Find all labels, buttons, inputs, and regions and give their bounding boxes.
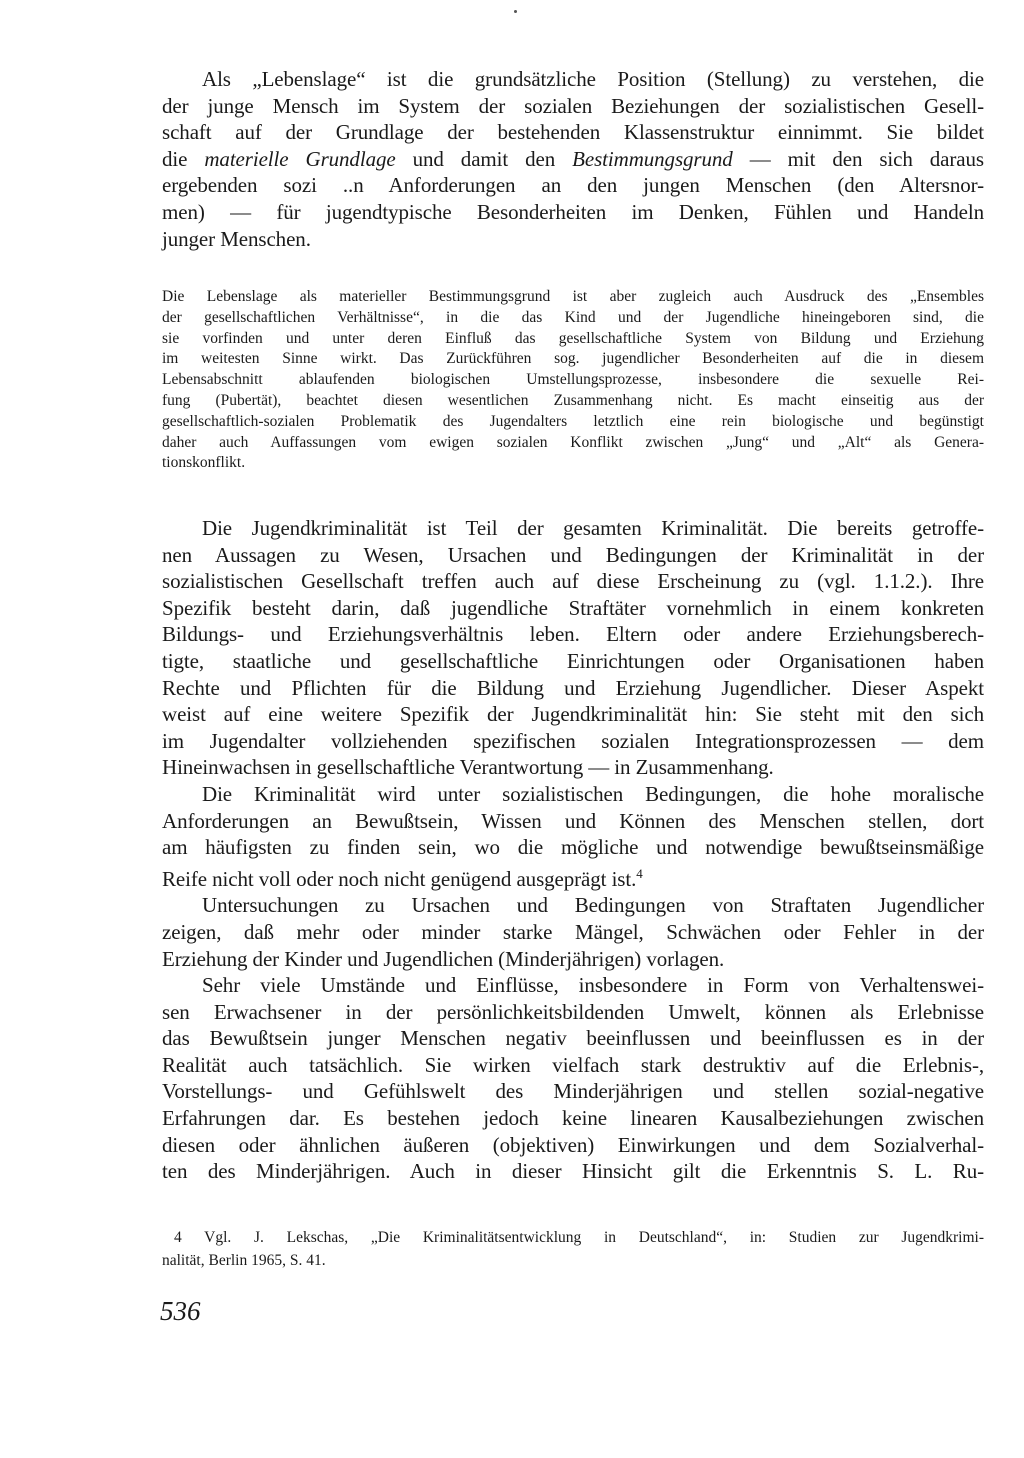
text-line: Spezifik besteht darin, daß jugendliche Straftäter vornehmlich in einem konkreten bbox=[162, 595, 984, 620]
text-line: ergebenden sozi ..n Anforderungen an den jungen Menschen (den Altersnor- bbox=[162, 173, 984, 198]
main-text-continued bbox=[162, 515, 984, 1185]
text-line: Erziehung der Kinder und Jugendlichen (Minderjährigen) vorlagen. bbox=[162, 946, 725, 971]
text-run: — mit den sich daraus bbox=[732, 146, 984, 171]
text-line: Die Lebenslage als materieller Bestimmungsgrund ist aber zugleich auch Ausdruck des „Ensembles bbox=[162, 288, 984, 305]
text-line: im weitesten Sinne wirkt. Das Zurückführen sog. jugendlicher Besonderheiten auf die in diesem bbox=[162, 350, 984, 368]
text-line: daher auch Auffassungen vom ewigen sozialen Konflikt zwischen „Jung“ und „Alt“ als Genera- bbox=[162, 433, 984, 451]
text-line bbox=[162, 861, 984, 893]
text-line: schaft auf der Grundlage der bestehenden Klassenstruktur einnimmt. Sie bildet bbox=[162, 120, 984, 145]
text-line: Lebensabschnitt ablaufenden biologischen Umstellungsprozesse, insbesondere die sexuelle Rei- bbox=[162, 371, 984, 389]
scan-speck bbox=[514, 10, 517, 13]
text-line: im Jugendalter vollziehenden spezifischen sozialen Integrationsprozessen — dem bbox=[162, 728, 984, 753]
text-line: das Bewußtsein junger Menschen negativ beeinflussen und beeinflussen es in der bbox=[162, 1026, 984, 1051]
paragraph-untersuchungen bbox=[162, 892, 984, 972]
text-line: Bildungs- und Erziehungsverhältnis leben. Eltern oder andere Erziehungsberech- bbox=[162, 622, 984, 647]
text-line: der gesellschaftlichen Verhältnisse“, in die das Kind und der Jugendliche hineingeboren sind, die bbox=[162, 308, 984, 326]
paragraph-lebenslage bbox=[162, 66, 984, 252]
text-line: nen Aussagen zu Wesen, Ursachen und Bedingungen der Kriminalität in der bbox=[162, 542, 984, 567]
text-line: Die Kriminalität wird unter sozialistischen Bedingungen, die hohe moralische bbox=[202, 781, 984, 806]
text-line: diesen oder ähnlichen äußeren (objektiven) Einwirkungen und dem Sozialverhal- bbox=[162, 1132, 984, 1157]
paragraph-jugendkriminalitaet bbox=[162, 515, 984, 781]
text-line bbox=[162, 146, 984, 173]
text-line: Erfahrungen dar. Es bestehen jedoch keine linearen Kausalbeziehungen zwischen bbox=[162, 1106, 984, 1131]
footnote bbox=[162, 1226, 984, 1272]
paragraph-umstaende-einfluesse bbox=[162, 972, 984, 1185]
text-line: zeigen, daß mehr oder minder starke Mängel, Schwächen oder Fehler in der bbox=[162, 919, 984, 944]
text-run: die bbox=[162, 146, 205, 171]
text-line: tigte, staatliche und gesellschaftliche Einrichtungen oder Organisationen haben bbox=[162, 648, 984, 673]
text-line: Untersuchungen zu Ursachen und Bedingungen von Straftaten Jugendlicher bbox=[202, 893, 984, 918]
emphasis-materielle-grundlage: materielle Grundlage bbox=[204, 146, 396, 171]
text-line: Sehr viele Umstände und Einflüsse, insbesondere in Form von Verhaltenswei- bbox=[202, 973, 984, 998]
text-line: fung (Pubertät), beachtet diesen wesentlichen Zusammenhang nicht. Es macht einseitig aus der bbox=[162, 391, 984, 409]
footnote-line: nalität, Berlin 1965, S. 41. bbox=[162, 1252, 326, 1269]
paragraph-kriminalitaet-bedingungen bbox=[162, 781, 984, 892]
emphasis-bestimmungsgrund: Bestimmungsgrund bbox=[572, 146, 733, 171]
text-run: Reife nicht voll oder noch nicht genügend ausgeprägt ist. bbox=[162, 866, 637, 891]
footnote-line: 4 Vgl. J. Lekschas, „Die Kriminalitätsentwicklung in Deutschland“, in: Studien zur Jugendkrimi- bbox=[174, 1229, 984, 1246]
text-line: tionskonflikt. bbox=[162, 454, 246, 472]
text-line: Realität auch tatsächlich. Sie wirken vielfach stark destruktiv auf die Erlebnis-, bbox=[162, 1052, 984, 1077]
text-line: Als „Lebenslage“ ist die grundsätzliche Position (Stellung) zu verstehen, die bbox=[202, 67, 984, 91]
text-line: junger Menschen. bbox=[162, 226, 311, 251]
page-number: 536 bbox=[160, 1296, 201, 1326]
text-line: sen Erwachsener in der persönlichkeitsbildenden Umwelt, können als Erlebnisse bbox=[162, 999, 984, 1024]
text-line: Hineinwachsen in gesellschaftliche Verantwortung — in Zusammenhang. bbox=[162, 755, 774, 780]
text-line: sozialistischen Gesellschaft treffen auch auf diese Erscheinung zu (vgl. 1.1.2.). Ihre bbox=[162, 569, 984, 594]
text-line: sie vorfinden und unter deren Einfluß das gesellschaftliche System von Bildung und Erziehung bbox=[162, 329, 984, 347]
text-line: Die Jugendkriminalität ist Teil der gesamten Kriminalität. Die bereits getroffe- bbox=[202, 516, 984, 540]
small-print-paragraph bbox=[162, 287, 984, 474]
text-line: weist auf eine weitere Spezifik der Jugendkriminalität hin: Sie steht mit den sich bbox=[162, 702, 984, 727]
text-line: ten des Minderjährigen. Auch in dieser Hinsicht gilt die Erkenntnis S. L. Ru- bbox=[162, 1159, 984, 1184]
text-line: am häufigsten zu finden sein, wo die mögliche und notwendige bewußtseinsmäßige bbox=[162, 835, 984, 860]
text-line: gesellschaftlich-sozialen Problematik des Jugendalters letztlich eine rein biologische und begünstigt bbox=[162, 412, 984, 430]
text-line: men) — für jugendtypische Besonderheiten im Denken, Fühlen und Handeln bbox=[162, 199, 984, 224]
text-line: der junge Mensch im System der sozialen Beziehungen der sozialistischen Gesell- bbox=[162, 93, 984, 118]
text-line: Rechte und Pflichten für die Bildung und Erziehung Jugendlicher. Dieser Aspekt bbox=[162, 675, 984, 700]
text-run: und damit den bbox=[395, 146, 573, 171]
text-line: Anforderungen an Bewußtsein, Wissen und Können des Menschen stellen, dort bbox=[162, 808, 984, 833]
footnote-reference: 4 bbox=[636, 865, 643, 881]
text-line: Vorstellungs- und Gefühlswelt des Minderjährigen und stellen sozial-negative bbox=[162, 1079, 984, 1104]
